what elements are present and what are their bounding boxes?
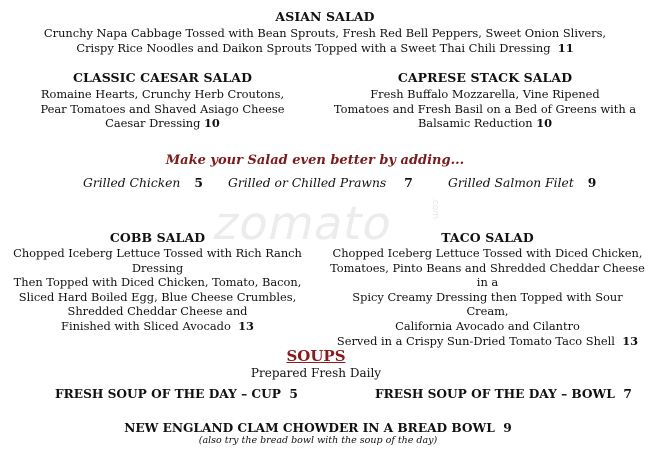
caesar-salad-desc-2: Pear Tomatoes and Shaved Asiago Cheese — [40, 101, 285, 116]
soup-bowl-price: 7 — [623, 387, 632, 401]
soup-bowl — [375, 387, 632, 401]
caesar-salad-desc-1: Romaine Hearts, Crunchy Herb Croutons, — [40, 87, 285, 101]
asian-salad-section — [0, 9, 650, 55]
asian-salad-title: ASIAN SALAD — [275, 9, 375, 24]
addon-chicken — [83, 175, 203, 190]
caprese-salad-desc-3-text: Balsamic Reduction — [417, 116, 533, 131]
taco-salad-desc-2: Tomatoes, Pinto Beans and Shredded Cheddar Cheese in a — [330, 260, 645, 290]
soups-title: SOUPS — [286, 347, 346, 365]
caesar-salad-desc-3-text: Caesar Dressing — [105, 116, 201, 131]
taco-salad-desc-5-text: Served in a Crispy Sun-Dried Tomato Taco Shell — [336, 333, 615, 348]
caesar-salad-desc-3 — [10, 116, 315, 131]
caesar-salad-section — [10, 70, 315, 131]
addon-salmon-label: Grilled Salmon Filet — [448, 176, 574, 190]
cobb-salad-desc-5-text: Finished with Sliced Avocado — [61, 318, 231, 333]
cobb-salad-price: 13 — [238, 318, 254, 333]
bread-bowl-note: (also try the bread bowl with the soup of the day) — [198, 435, 438, 446]
addon-prawns-price: 7 — [404, 175, 413, 190]
watermark-suffix: .com — [430, 196, 441, 220]
addon-salmon — [448, 175, 596, 190]
soups-header — [0, 347, 632, 381]
asian-salad-price: 11 — [557, 40, 574, 55]
asian-salad-desc-2 — [0, 41, 650, 56]
addon-prawns — [228, 175, 413, 190]
cobb-salad-desc-5 — [5, 319, 310, 334]
caprese-salad-desc-2: Tomatoes and Fresh Basil on a Bed of Greens with a — [333, 101, 637, 116]
addon-chicken-price: 5 — [194, 175, 203, 190]
watermark: zomato — [209, 196, 399, 250]
cobb-salad-desc-4: Shredded Cheddar Cheese and — [67, 304, 248, 319]
soup-cup — [55, 387, 298, 401]
cobb-salad-desc-3: Sliced Hard Boiled Egg, Blue Cheese Crumbles, — [18, 289, 297, 304]
addon-salmon-price: 9 — [587, 175, 597, 190]
taco-salad-desc-5 — [330, 334, 645, 349]
taco-salad-price: 13 — [622, 333, 639, 348]
cobb-salad-desc-1: Chopped Iceberg Lettuce Tossed with Rich Ranch Dressing — [13, 246, 302, 275]
taco-salad-desc-4: California Avocado and Cilantro — [395, 318, 580, 333]
soup-cup-price: 5 — [289, 387, 298, 401]
taco-salad-section — [330, 230, 645, 348]
caesar-salad-price: 10 — [204, 116, 220, 131]
soup-bowl-label: FRESH SOUP OF THE DAY – BOWL — [375, 387, 615, 401]
taco-salad-title: TACO SALAD — [441, 230, 534, 245]
taco-salad-desc-3: Spicy Creamy Dressing then Topped with Sour Cream, — [352, 289, 623, 319]
clam-chowder — [0, 421, 636, 446]
salad-addon-promo: Make your Salad even better by adding... — [165, 153, 465, 168]
caprese-salad-price: 10 — [536, 116, 553, 131]
soups-subtitle: Prepared Fresh Daily — [250, 366, 382, 380]
cobb-salad-title: COBB SALAD — [109, 230, 206, 245]
addon-chicken-label: Grilled Chicken — [83, 176, 181, 190]
asian-salad-desc-1: Crunchy Napa Cabbage Tossed with Bean Sprouts, Fresh Red Bell Peppers, Sweet Onion Slivers, — [43, 26, 607, 40]
caprese-salad-section — [330, 70, 640, 131]
clam-chowder-price: 9 — [503, 421, 512, 435]
addon-prawns-label: Grilled or Chilled Prawns — [228, 176, 387, 190]
clam-chowder-label: NEW ENGLAND CLAM CHOWDER IN A BREAD BOWL — [124, 421, 495, 435]
asian-salad-desc-2-text: Crispy Rice Noodles and Daikon Sprouts Topped with a Sweet Thai Chili Dressing — [76, 40, 551, 55]
caesar-salad-title: CLASSIC CAESAR SALAD — [72, 70, 253, 85]
cobb-salad-desc-2: Then Topped with Diced Chicken, Tomato, Bacon, — [13, 275, 302, 290]
soup-cup-label: FRESH SOUP OF THE DAY – CUP — [55, 387, 281, 401]
clam-chowder-line — [0, 421, 636, 435]
caprese-salad-desc-1: Fresh Buffalo Mozzarella, Vine Ripened — [370, 87, 600, 101]
caprese-salad-title: CAPRESE STACK SALAD — [397, 70, 573, 85]
taco-salad-desc-1: Chopped Iceberg Lettuce Tossed with Diced Chicken, — [332, 246, 643, 260]
cobb-salad-section — [5, 230, 310, 334]
caprese-salad-desc-3 — [330, 116, 640, 131]
